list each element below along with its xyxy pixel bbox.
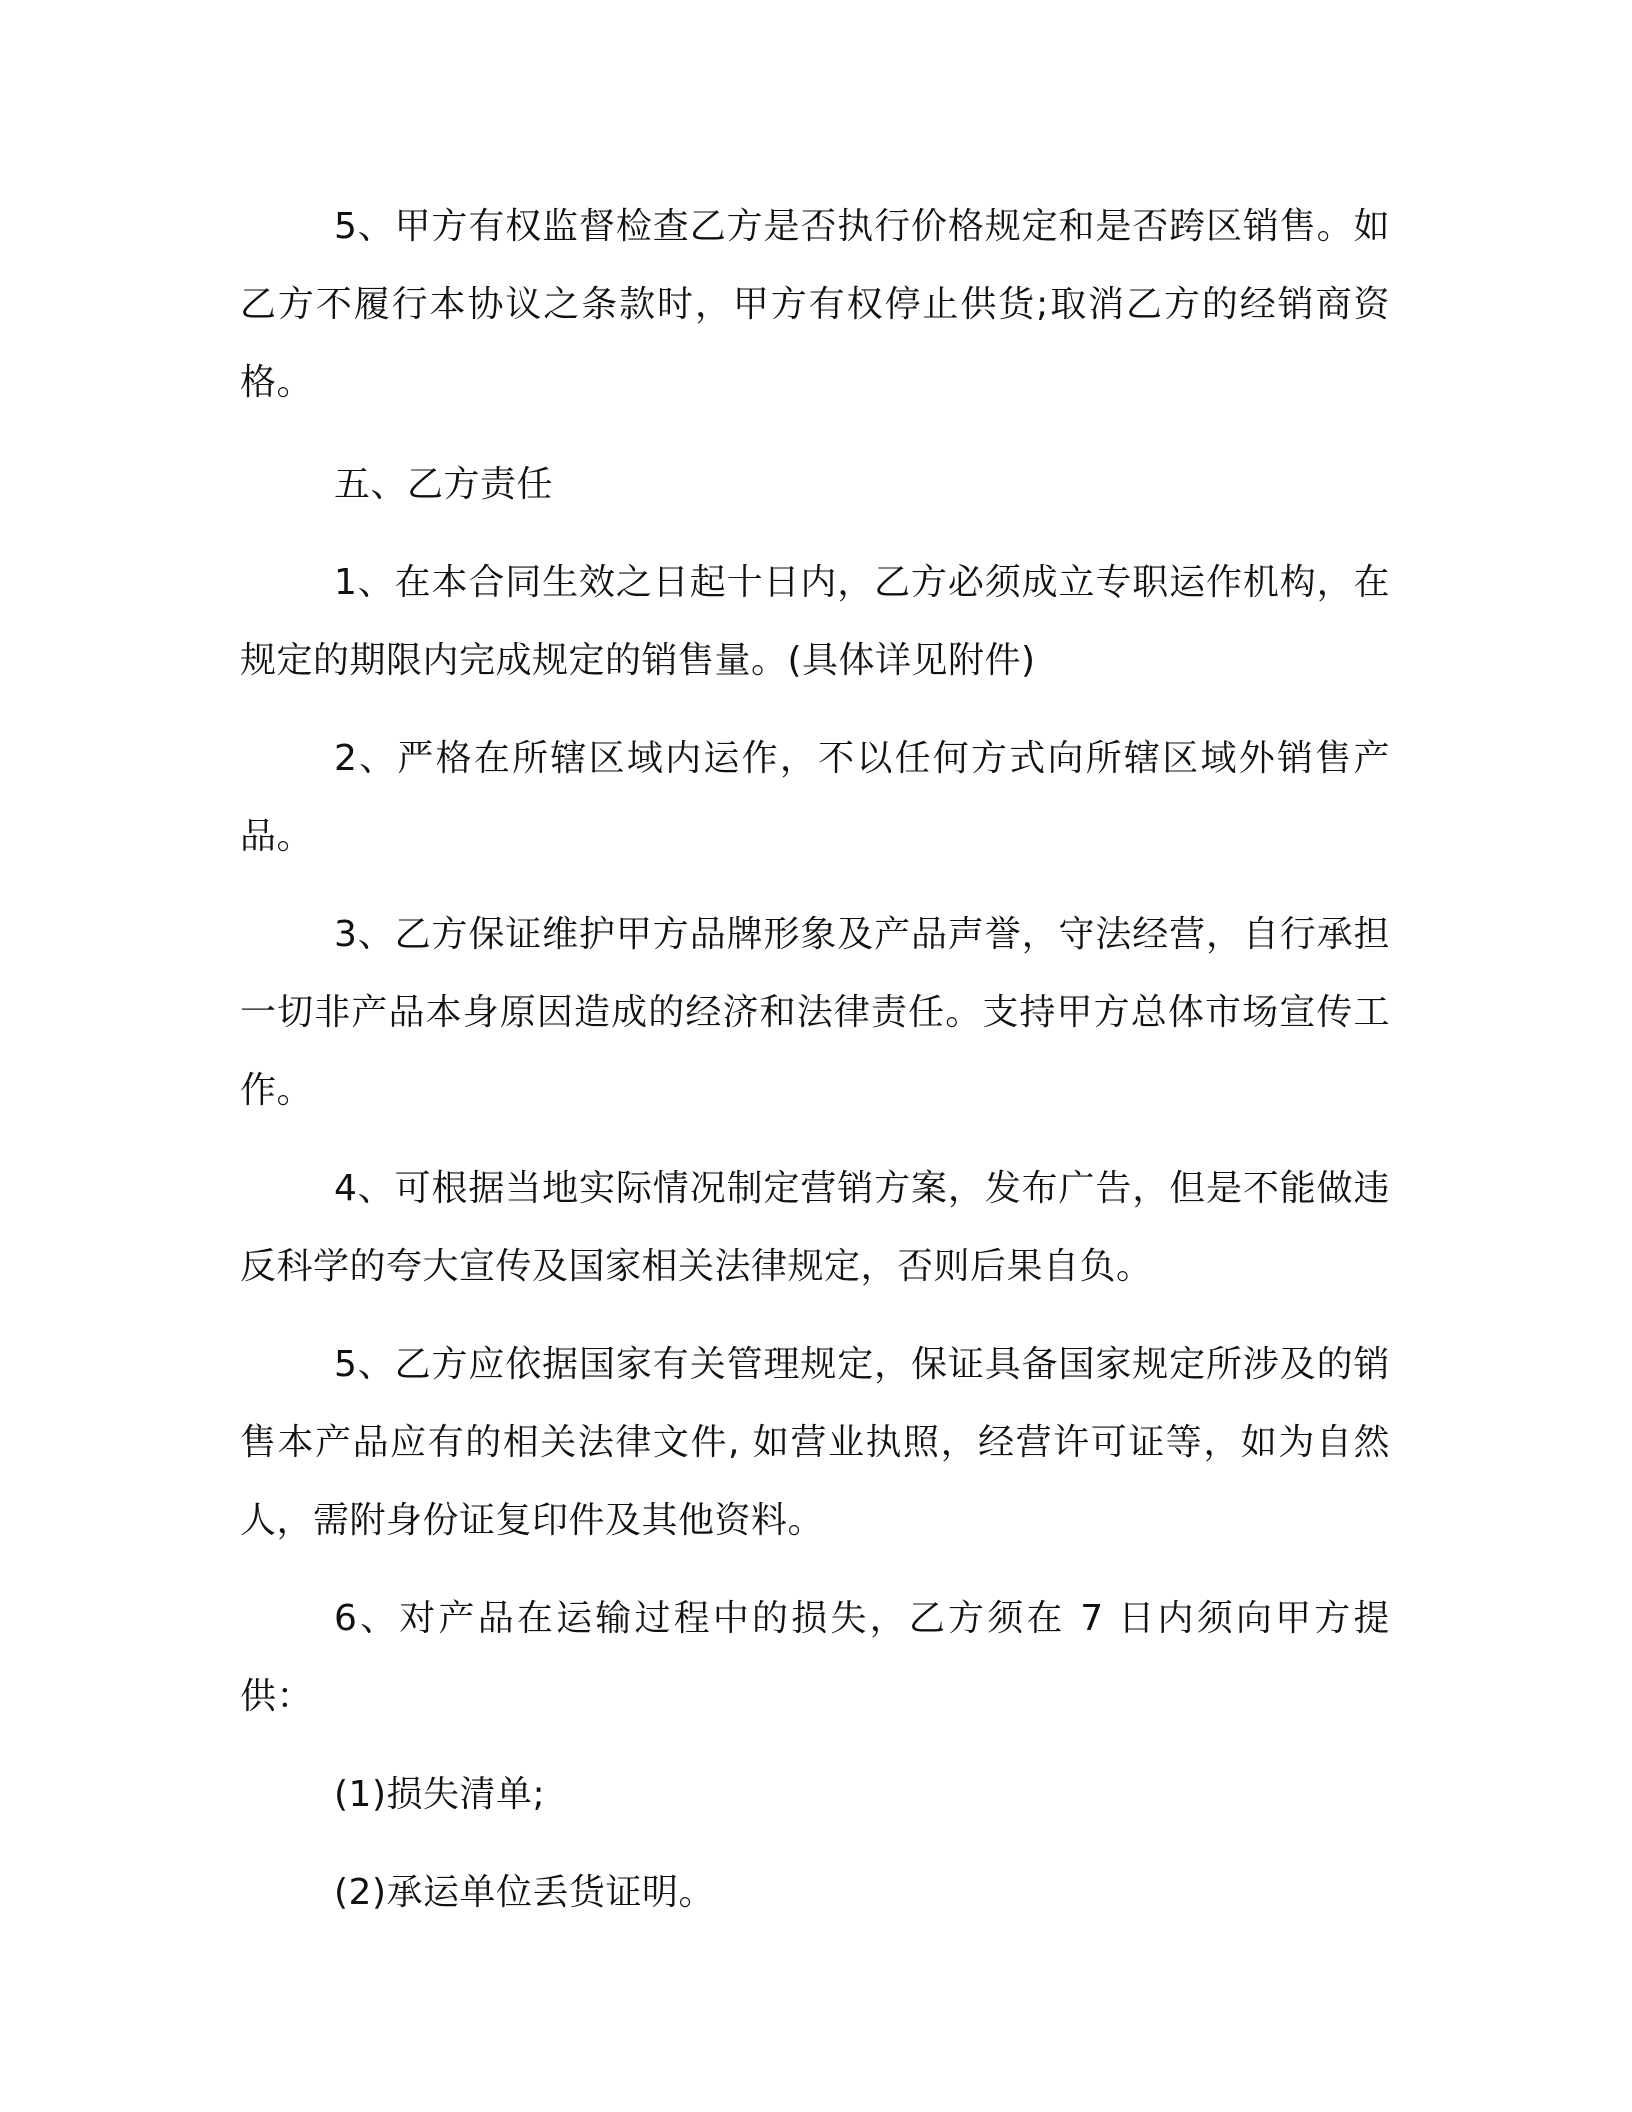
paragraph-price-supervision: 5、甲方有权监督检查乙方是否执行价格规定和是否跨区销售。如乙方不履行本协议之条款时，甲方有权停止供货;取消乙方的经销商资格。	[240, 206, 1390, 403]
paragraph-clause-2: 2、严格在所辖区域内运作，不以任何方式向所辖区域外销售产品。	[240, 738, 1390, 857]
paragraph-clause-3: 3、乙方保证维护甲方品牌形象及产品声誉，守法经营，自行承担一切非产品本身原因造成的经济和法律责任。支持甲方总体市场宣传工作。	[240, 914, 1390, 1111]
document-body	[240, 188, 1390, 1932]
list-item-loss-list: (1)损失清单;	[334, 1774, 546, 1815]
paragraph-clause-4: 4、可根据当地实际情况制定营销方案，发布广告，但是不能做违反科学的夸大宣传及国家相关法律规定，否则后果自负。	[240, 1168, 1390, 1287]
paragraph-clause-6: 6、对产品在运输过程中的损失，乙方须在 7 日内须向甲方提供：	[240, 1598, 1390, 1717]
paragraph-clause-5: 5、乙方应依据国家有关管理规定，保证具备国家规定所涉及的销售本产品应有的相关法律文件, 如营业执照，经营许可证等，如为自然人，需附身份证复印件及其他资料。	[240, 1344, 1390, 1541]
list-item-carrier-proof: (2)承运单位丢货证明。	[334, 1872, 715, 1913]
paragraph-clause-1: 1、在本合同生效之日起十日内，乙方必须成立专职运作机构，在规定的期限内完成规定的销售量。(具体详见附件)	[240, 562, 1390, 681]
section-heading-party-b-responsibilities: 五、乙方责任	[334, 464, 554, 505]
